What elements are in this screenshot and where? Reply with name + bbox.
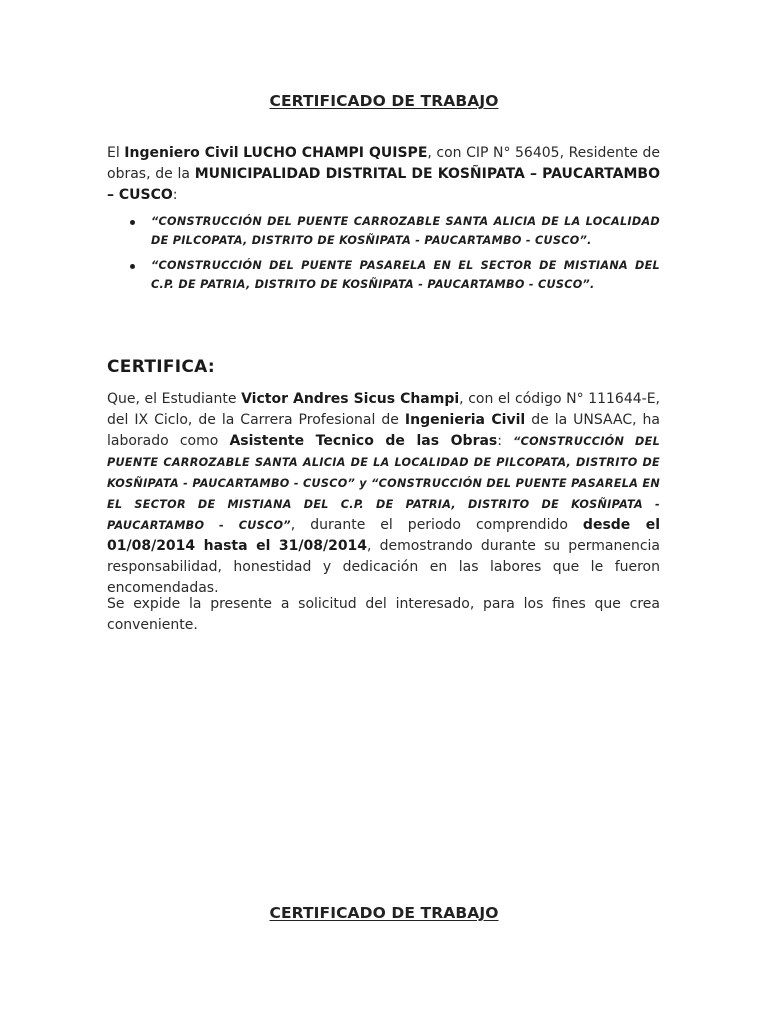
engineer-name: LUCHO CHAMPI QUISPE — [243, 145, 428, 161]
closing-paragraph: Se expide la presente a solicitud del interesado, para los fines que crea conveniente. — [107, 596, 660, 633]
work-period: desde el 01/08/2014 hasta el 31/08/2014 — [107, 517, 661, 554]
list-item — [125, 213, 660, 250]
document-title: CERTIFICADO DE TRABAJO — [269, 92, 499, 110]
list-item — [125, 257, 660, 294]
body-text-5: , durante el periodo comprendido — [290, 517, 583, 533]
body-text-4: : — [497, 433, 514, 449]
project-list — [125, 213, 660, 294]
job-role: Asistente Tecnico de las Obras — [229, 433, 498, 449]
engineer-title: Ingeniero Civil — [124, 145, 239, 161]
bullet-icon — [130, 264, 135, 269]
footer-title: CERTIFICADO DE TRABAJO — [269, 904, 499, 922]
student-name: Victor Andres Sicus Champi — [241, 391, 460, 407]
career-name: Ingenieria Civil — [404, 412, 526, 428]
project-name: “CONSTRUCCIÓN DEL PUENTE CARROZABLE SANTA ALICIA DE LA LOCALIDAD DE PILCOPATA, DISTRITO DE KOSÑIPATA - PAUCARTAMBO - CUSCO”. — [151, 215, 660, 247]
body-text-6: , demostrando durante su permanencia responsabilidad, honestidad y dedicación en las labores que le fueron encomendadas. — [107, 538, 660, 596]
intro-text-3: , con CIP N° 56405, Residente de obras, de la — [107, 145, 661, 182]
certifica-heading: CERTIFICA: — [107, 357, 216, 377]
intro-paragraph — [107, 143, 660, 206]
certification-body — [107, 389, 660, 599]
bullet-icon — [130, 220, 135, 225]
project-name: “CONSTRUCCIÓN DEL PUENTE PASARELA EN EL SECTOR DE MISTIANA DEL C.P. DE PATRIA, DISTRITO DE KOSÑIPATA - PAUCARTAMBO - CUSCO”. — [151, 259, 660, 291]
intro-text-4: : — [172, 187, 178, 203]
body-text-2: , con el código N° 111644-E, del IX Ciclo, de la Carrera Profesional de — [107, 391, 660, 428]
project-names-inline: “CONSTRUCCIÓN DEL PUENTE CARROZABLE SANTA ALICIA DE LA LOCALIDAD DE PILCOPATA, DISTRITO DE KOSÑIPATA - PAUCARTAMBO - CUSCO” y “CONSTRUCCIÓN DEL PUENTE PASARELA EN EL SECTOR DE MISTIANA DEL C.P. DE PATRIA, DISTRITO DE KOSÑIPATA - PAUCARTAMBO - CUSCO” — [107, 435, 661, 532]
body-text-3: de la UNSAAC, ha laborado como — [107, 412, 660, 449]
municipality-name: MUNICIPALIDAD DISTRITAL DE KOSÑIPATA – PAUCARTAMBO – CUSCO — [107, 166, 660, 203]
intro-text-1: El — [107, 145, 125, 161]
body-text-1: Que, el Estudiante — [107, 391, 242, 407]
